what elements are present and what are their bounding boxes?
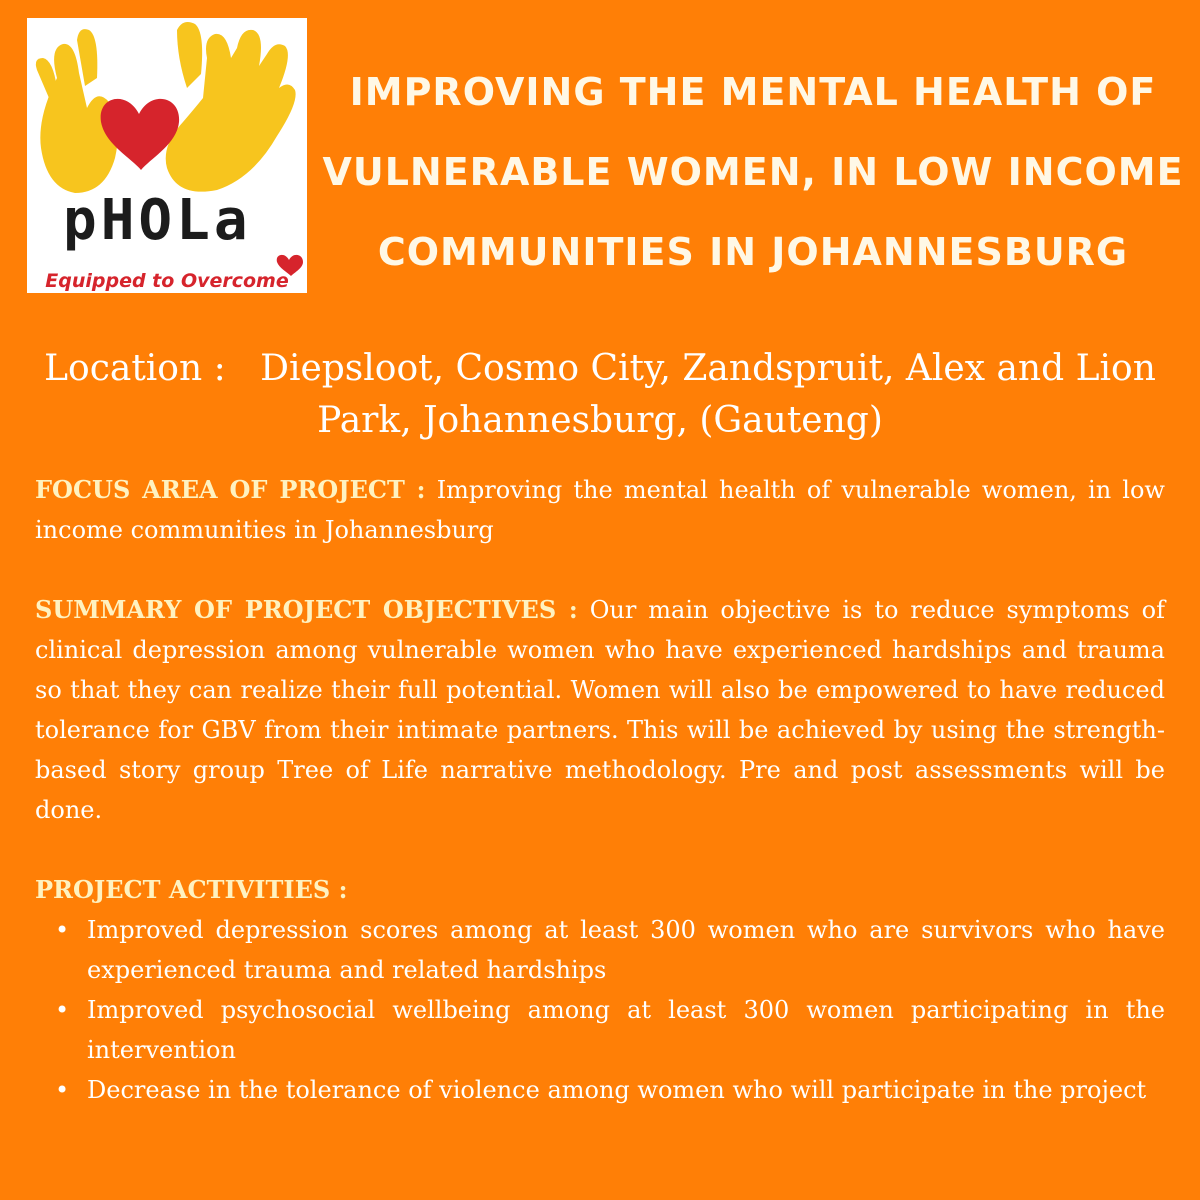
activity-text: Decrease in the tolerance of violence among women who will participate in the project: [87, 1076, 1147, 1104]
page-title: IMPROVING THE MENTAL HEALTH OF VULNERABLE WOMEN, IN LOW INCOME COMMUNITIES IN JOHANNESBURG: [322, 70, 1184, 274]
list-item: [35, 990, 1165, 1070]
location-line: [20, 343, 1180, 447]
list-item: [35, 910, 1165, 990]
bullet-icon: •: [55, 1076, 70, 1104]
project-details: [35, 470, 1165, 1110]
logo-wordmark: pHOLa: [63, 188, 252, 253]
bullet-icon: •: [55, 916, 70, 944]
activities-label: PROJECT ACTIVITIES :: [35, 875, 348, 904]
activity-text: Improved psychosocial wellbeing among at least 300 women participating in the intervention: [87, 996, 1165, 1064]
focus-paragraph: [35, 470, 1165, 550]
summary-paragraph: [35, 590, 1165, 830]
logo-tagline: Equipped to Overcome: [45, 270, 289, 292]
summary-label: SUMMARY OF PROJECT OBJECTIVES :: [35, 595, 578, 624]
activities-list: [35, 910, 1165, 1110]
list-item: [35, 1070, 1165, 1110]
location-value: Diepsloot, Cosmo City, Zandspruit, Alex and Lion Park, Johannesburg, (Gauteng): [260, 348, 1156, 441]
location-label: Location :: [44, 348, 226, 389]
summary-text: Our main objective is to reduce symptoms of clinical depression among vulnerable women who have experienced hardships and trauma so that they can realize their full potential. Women will also be empowered to have reduced tolerance for GBV from their intimate partners. This will be achieved by using the strength-based story group Tree of Life narrative methodology. Pre and post assessments will be done.: [35, 596, 1165, 824]
phola-logo: [27, 18, 307, 293]
activity-text: Improved depression scores among at least 300 women who are survivors who have experienced trauma and related hardships: [87, 916, 1165, 984]
focus-text: Improving the mental health of vulnerable women, in low income communities in Johannesburg: [35, 476, 1165, 544]
focus-label: FOCUS AREA OF PROJECT :: [35, 475, 426, 504]
bullet-icon: •: [55, 996, 70, 1024]
